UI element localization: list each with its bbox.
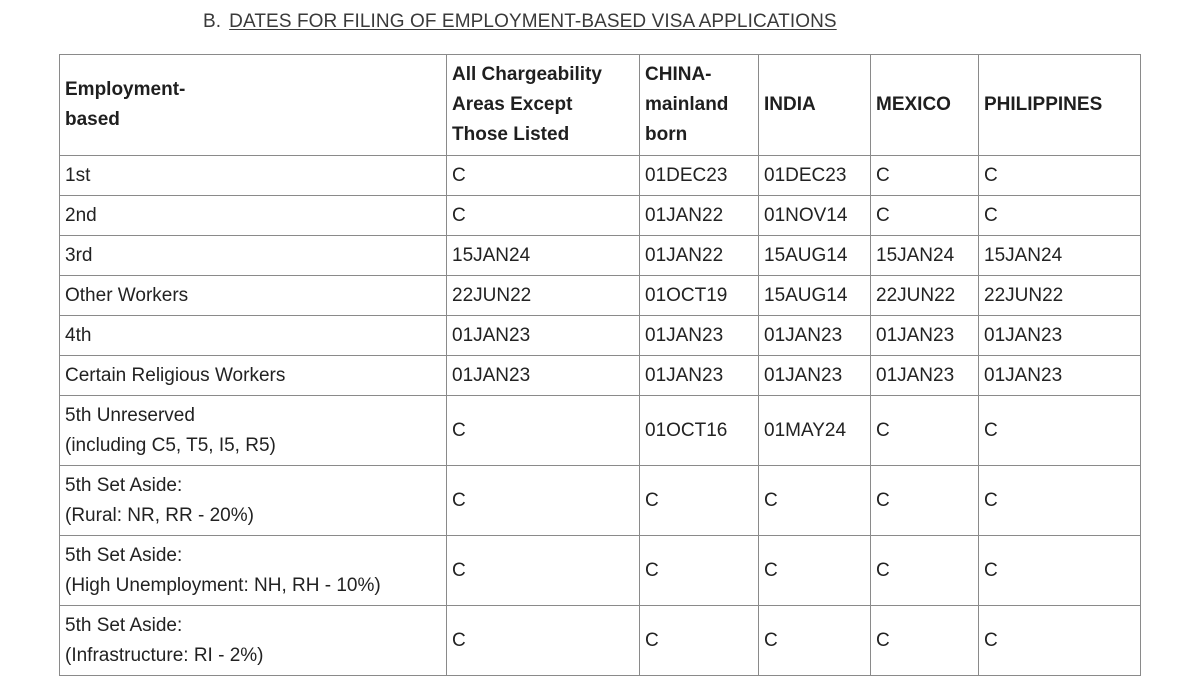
cell-india: C (759, 466, 871, 536)
cell-india: C (759, 536, 871, 606)
row-label: 4th (60, 316, 447, 356)
cell-china: 01JAN23 (640, 356, 759, 396)
visa-dates-table (59, 54, 1141, 676)
cell-philippines: C (979, 196, 1141, 236)
cell-philippines: C (979, 606, 1141, 676)
cell-all: 15JAN24 (447, 236, 640, 276)
cell-india: 15AUG14 (759, 276, 871, 316)
header-employment-based: Employment- based (60, 55, 447, 156)
header-mexico: MEXICO (871, 55, 979, 156)
cell-mexico: C (871, 156, 979, 196)
table-row (60, 156, 1141, 196)
header-india: INDIA (759, 55, 871, 156)
cell-india: 01MAY24 (759, 396, 871, 466)
table-row (60, 196, 1141, 236)
header-all-chargeability: All Chargeability Areas Except Those Listed (447, 55, 640, 156)
row-label: 2nd (60, 196, 447, 236)
cell-philippines: C (979, 156, 1141, 196)
table-row (60, 316, 1141, 356)
cell-china: 01DEC23 (640, 156, 759, 196)
cell-india: 15AUG14 (759, 236, 871, 276)
cell-mexico: C (871, 466, 979, 536)
cell-india: C (759, 606, 871, 676)
cell-all: 01JAN23 (447, 356, 640, 396)
cell-all: 22JUN22 (447, 276, 640, 316)
cell-all: C (447, 396, 640, 466)
table-row (60, 236, 1141, 276)
cell-china: 01JAN22 (640, 236, 759, 276)
cell-china: C (640, 466, 759, 536)
table-row (60, 276, 1141, 316)
row-label: 1st (60, 156, 447, 196)
table-header-row (60, 55, 1141, 156)
cell-philippines: 01JAN23 (979, 356, 1141, 396)
cell-all: 01JAN23 (447, 316, 640, 356)
cell-all: C (447, 156, 640, 196)
header-philippines: PHILIPPINES (979, 55, 1141, 156)
cell-india: 01NOV14 (759, 196, 871, 236)
table-row (60, 606, 1141, 676)
row-label: Certain Religious Workers (60, 356, 447, 396)
cell-china: C (640, 536, 759, 606)
table-row (60, 466, 1141, 536)
cell-china: C (640, 606, 759, 676)
cell-china: 01JAN23 (640, 316, 759, 356)
cell-india: 01JAN23 (759, 356, 871, 396)
cell-philippines: 22JUN22 (979, 276, 1141, 316)
table-row (60, 356, 1141, 396)
row-label: 5th Set Aside: (Rural: NR, RR - 20%) (60, 466, 447, 536)
cell-mexico: C (871, 536, 979, 606)
cell-all: C (447, 196, 640, 236)
cell-mexico: C (871, 606, 979, 676)
cell-mexico: 01JAN23 (871, 356, 979, 396)
cell-india: 01JAN23 (759, 316, 871, 356)
table-row (60, 536, 1141, 606)
row-label: 3rd (60, 236, 447, 276)
row-label: Other Workers (60, 276, 447, 316)
row-label: 5th Unreserved (including C5, T5, I5, R5) (60, 396, 447, 466)
cell-mexico: C (871, 196, 979, 236)
cell-all: C (447, 536, 640, 606)
cell-all: C (447, 606, 640, 676)
cell-china: 01OCT19 (640, 276, 759, 316)
cell-philippines: C (979, 536, 1141, 606)
row-label: 5th Set Aside: (High Unemployment: NH, RH - 10%) (60, 536, 447, 606)
cell-mexico: 22JUN22 (871, 276, 979, 316)
cell-china: 01JAN22 (640, 196, 759, 236)
cell-philippines: 01JAN23 (979, 316, 1141, 356)
section-heading (203, 10, 837, 34)
row-label: 5th Set Aside: (Infrastructure: RI - 2%) (60, 606, 447, 676)
header-china: CHINA- mainland born (640, 55, 759, 156)
cell-china: 01OCT16 (640, 396, 759, 466)
cell-philippines: C (979, 396, 1141, 466)
cell-mexico: C (871, 396, 979, 466)
section-title: DATES FOR FILING OF EMPLOYMENT-BASED VISA APPLICATIONS (229, 11, 837, 32)
cell-india: 01DEC23 (759, 156, 871, 196)
cell-philippines: C (979, 466, 1141, 536)
table-row (60, 396, 1141, 466)
cell-philippines: 15JAN24 (979, 236, 1141, 276)
cell-mexico: 01JAN23 (871, 316, 979, 356)
cell-all: C (447, 466, 640, 536)
section-letter: B. (203, 11, 222, 32)
cell-mexico: 15JAN24 (871, 236, 979, 276)
